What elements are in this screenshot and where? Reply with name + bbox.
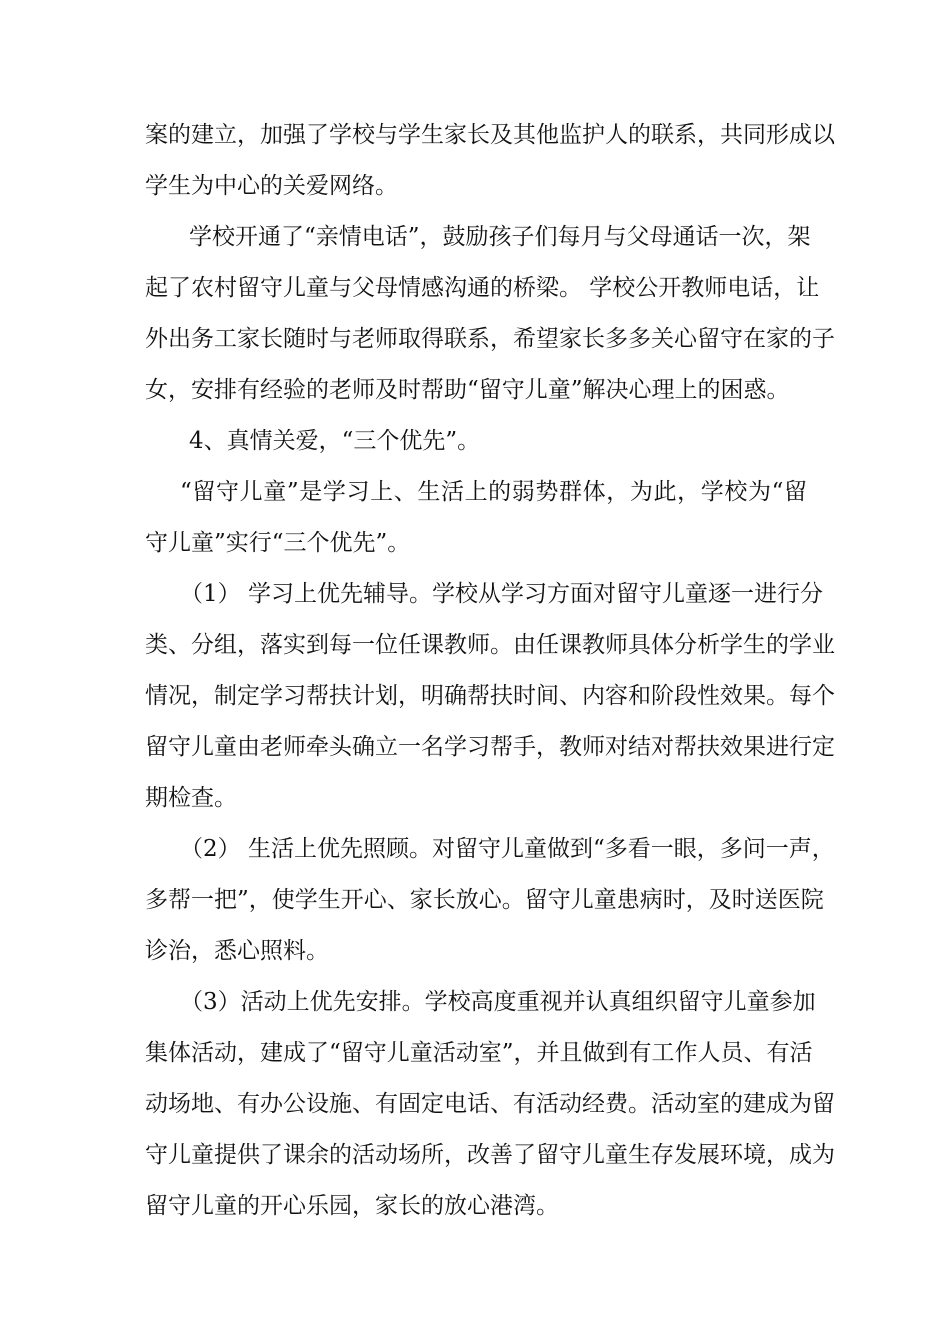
paragraph-line: 留守儿童的开心乐园，家长的放心港湾。	[145, 1193, 559, 1219]
paragraph-line: 案的建立，加强了学校与学生家长及其他监护人的联系，共同形成以	[145, 122, 835, 148]
paragraph-line: （2） 生活上优先照顾。对留守儿童做到“多看一眼，多问一声，	[180, 836, 835, 862]
paragraph-line: 外出务工家长随时与老师取得联系，希望家长多多关心留守在家的子	[145, 326, 835, 352]
paragraph-line: 学校开通了“亲情电话”，鼓励孩子们每月与父母通话一次，架	[189, 224, 811, 250]
paragraph-line: 情况，制定学习帮扶计划，明确帮扶时间、内容和阶段性效果。每个	[145, 683, 835, 709]
paragraph-line: （3）活动上优先安排。学校高度重视并认真组织留守儿童参加	[180, 989, 816, 1015]
paragraph-line: 起了农村留守儿童与父母情感沟通的桥梁。 学校公开教师电话，让	[145, 275, 820, 301]
paragraph-line: （1） 学习上优先辅导。学校从学习方面对留守儿童逐一进行分	[180, 581, 823, 607]
paragraph-line: 期检查。	[145, 785, 237, 811]
paragraph-line: 类、分组，落实到每一位任课教师。由任课教师具体分析学生的学业	[145, 632, 835, 658]
paragraph-line: 守儿童提供了课余的活动场所，改善了留守儿童生存发展环境，成为	[145, 1142, 835, 1168]
paragraph-line: 女，安排有经验的老师及时帮助“留守儿童”解决心理上的困惑。	[145, 377, 790, 403]
paragraph-line: “留守儿童”是学习上、生活上的弱势群体，为此，学校为“留	[180, 479, 807, 505]
paragraph-line: 学生为中心的关爱网络。	[145, 173, 398, 199]
section-heading: 4、真情关爱，“三个优先”。	[189, 428, 481, 454]
paragraph-line: 诊治，悉心照料。	[145, 938, 329, 964]
paragraph-line: 留守儿童由老师牵头确立一名学习帮手，教师对结对帮扶效果进行定	[145, 734, 835, 760]
paragraph-line: 集体活动，建成了“留守儿童活动室”，并且做到有工作人员、有活	[145, 1040, 813, 1066]
paragraph-line: 多帮一把”，使学生开心、家长放心。留守儿童患病时，及时送医院	[145, 887, 824, 913]
paragraph-line: 动场地、有办公设施、有固定电话、有活动经费。活动室的建成为留	[145, 1091, 835, 1117]
paragraph-line: 守儿童”实行“三个优先”。	[145, 530, 411, 556]
